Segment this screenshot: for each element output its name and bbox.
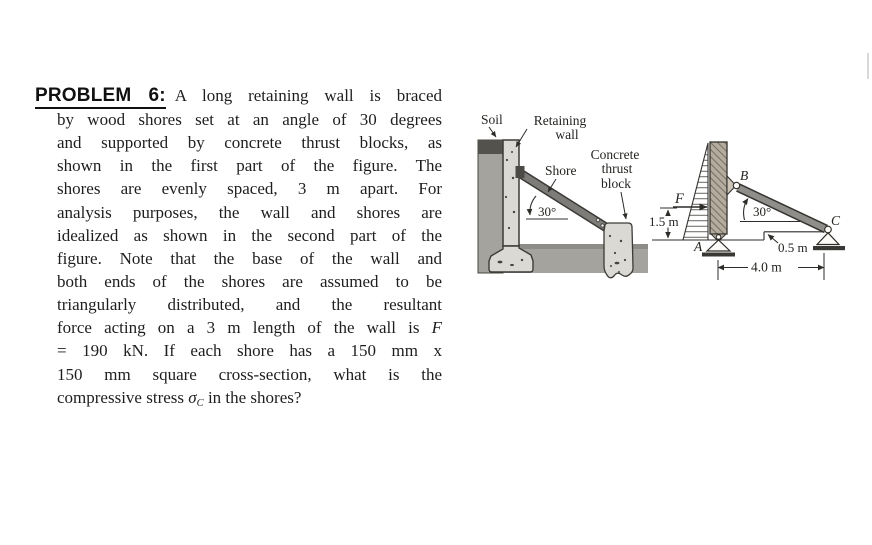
idealized-wall-hatch	[710, 142, 727, 234]
problem-line-2: by wood shores set at an angle of 30 degrees	[57, 110, 442, 129]
bolt-icon	[601, 224, 604, 227]
problem-line-5: shores are evenly spaced, 3 m apart. For	[57, 179, 442, 199]
angle-arc-arrow	[744, 199, 748, 221]
soil-label: Soil	[481, 112, 503, 127]
shore-member	[518, 172, 607, 228]
problem-line-14: compressive stress $\sigma_C$ in the shores?	[57, 387, 302, 409]
point-a-label: A	[694, 239, 703, 254]
force-symbol: F	[431, 318, 442, 338]
soil-dark-band	[478, 140, 503, 154]
problem-line-3: and supported by concrete thrust blocks, as	[57, 133, 442, 153]
support-c-triangle	[817, 233, 839, 245]
problem-line-8: figure. Note that the base of the wall and	[57, 248, 442, 268]
problem-line-11: force acting on a 3 m length of the wall is F	[57, 318, 442, 338]
bolt-icon	[596, 218, 599, 221]
point-b-label: B	[740, 168, 749, 183]
retaining-wall-label-2: wall	[555, 127, 579, 142]
problem-line-12: = 190 kN. If each shore has a 150 mm x	[57, 341, 442, 361]
sigma-subscript: C	[196, 397, 204, 409]
problem-line-1	[35, 84, 442, 107]
figure-idealized-model	[645, 130, 872, 285]
problem-statement	[57, 108, 442, 409]
support-a-ground	[702, 253, 735, 257]
retaining-wall-leader-arrow	[516, 129, 527, 147]
triangular-load	[683, 143, 708, 240]
shore-member	[738, 188, 826, 230]
dim-offset-arrow	[768, 235, 778, 244]
problem-text: A long retaining wall is braced	[174, 86, 442, 105]
sigma-symbol: σ	[188, 387, 197, 407]
shore-label: Shore	[545, 163, 577, 178]
problem-line-9: both ends of the shores are assumed to be	[57, 271, 442, 291]
force-label: F	[675, 191, 684, 207]
retaining-wall-label-1: Retaining	[533, 113, 587, 128]
pin-b-icon	[733, 182, 739, 188]
dim-height-label: 1.5 m	[649, 214, 679, 229]
problem-title: PROBLEM 6:	[35, 85, 166, 109]
problem-line-7: idealized as shown in the second part of the	[57, 225, 442, 245]
thrust-block-label-2: thrust	[601, 161, 633, 176]
soil-leader-arrow	[489, 127, 496, 137]
problem-line-10: triangularly distributed, and the resultant	[57, 295, 442, 315]
thrust-block-label-1: Concrete	[590, 147, 640, 162]
angle-label: 30°	[538, 204, 557, 219]
thrust-block-leader-arrow	[621, 192, 626, 219]
angle-arc-arrow	[530, 196, 536, 215]
problem-line-6: analysis purposes, the wall and shores are	[57, 202, 442, 222]
dim-offset-label: 0.5 m	[778, 240, 808, 255]
page-artifact	[867, 53, 869, 79]
angle-label: 30°	[753, 204, 772, 219]
support-c-ground	[813, 246, 845, 250]
pin-a-icon	[716, 235, 721, 240]
figure-actual-wall	[470, 100, 660, 295]
dim-span-label: 4.0 m	[751, 259, 782, 275]
problem-line-4: shown in the first part of the figure. The	[57, 156, 442, 176]
problem-line-13: 150 mm square cross-section, what is the	[57, 364, 442, 384]
thrust-block	[604, 223, 633, 278]
support-a-triangle	[707, 240, 730, 251]
point-c-label: C	[831, 213, 841, 228]
thrust-block-label-3: block	[601, 176, 631, 191]
shore-wall-pad	[516, 166, 525, 178]
retaining-wall	[503, 140, 519, 246]
